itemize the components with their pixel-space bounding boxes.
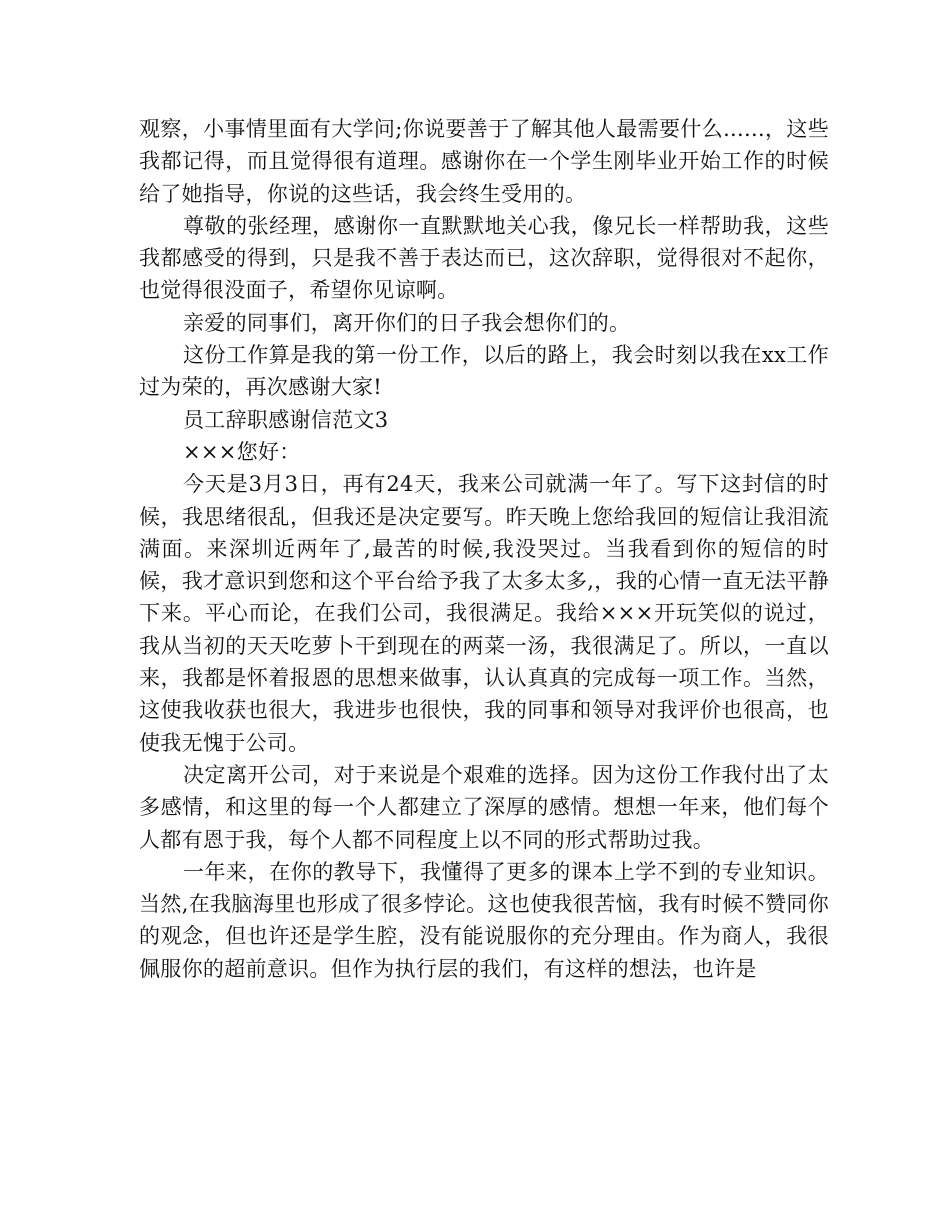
paragraph-reflection: 一年来，在你的教导下，我懂得了更多的课本上学不到的专业知识。当然,在我脑海里也形成了很多悖论。这也使我很苦恼，我有时候不赞同你的观念，但也许还是学生腔，没有能说服你的充分理由。作为商人，我很佩服你的超前意识。但作为执行层的我们，有这样的想法，也许是	[139, 859, 829, 981]
section-heading: 员工辞职感谢信范文3	[183, 407, 389, 432]
paragraph-decision: 决定离开公司，对于来说是个艰难的选择。因为这份工作我付出了太多感情，和这里的每一个人都建立了深厚的感情。想想一年来，他们每个人都有恩于我，每个人都不同程度上以不同的形式帮助过我。	[139, 762, 829, 852]
paragraph-first-job: 这份工作算是我的第一份工作，以后的路上，我会时刻以我在xx工作过为荣的，再次感谢大家!	[139, 343, 829, 400]
paragraph-thanks-colleagues: 亲爱的同事们，离开你们的日子我会想你们的。	[183, 310, 631, 335]
paragraph-thanks-manager: 尊敬的张经理，感谢你一直默默地关心我，像兄长一样帮助我，这些我都感受的得到，只是我不善于表达而已，这次辞职，觉得很对不起你，也觉得很没面子，希望你见谅啊。	[139, 213, 829, 303]
letter-salutation: ×××您好：	[183, 439, 301, 464]
letter-body	[139, 113, 829, 985]
paragraph-anniversary: 今天是3月3日，再有24天，我来公司就满一年了。写下这封信的时候，我思绪很乱，但我还是决定要写。昨天晚上您给我回的短信让我泪流满面。来深圳近两年了,最苦的时候,我没哭过。当我看到你的短信的时候，我才意识到您和这个平台给予我了太多太多,，我的心情一直无法平静下来。平心而论，在我们公司，我很满足。我给×××开玩笑似的说过，我从当初的天天吃萝卜干到现在的两菜一汤，我很满足了。所以，一直以来，我都是怀着报恩的思想来做事，认认真真的完成每一项工作。当然，这使我收获也很大，我进步也很快，我的同事和领导对我评价也很高，也使我无愧于公司。	[139, 472, 829, 755]
paragraph-continued: 观察，小事情里面有大学问;你说要善于了解其他人最需要什么......，这些我都记得，而且觉得很有道理。感谢你在一个学生刚毕业开始工作的时候给了她指导，你说的这些话，我会终生受用的。	[139, 117, 829, 206]
